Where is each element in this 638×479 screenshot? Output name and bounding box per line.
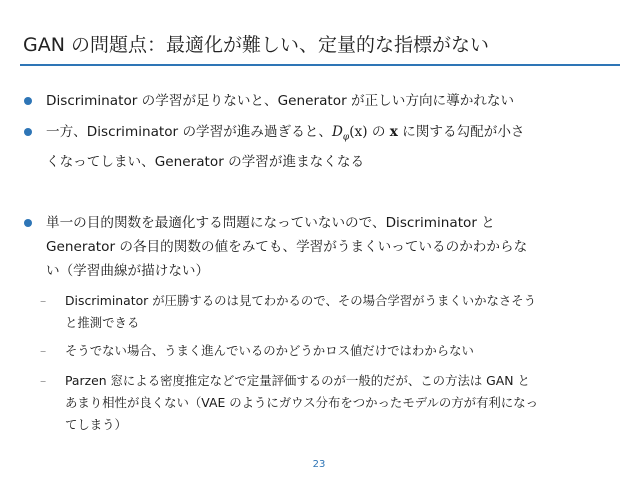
subbullet-3-line-3: てしまう） [65,417,127,432]
bullet-2 [24,120,620,168]
math-arg: (x) [349,124,368,140]
title-divider [20,64,620,66]
bullet-1 [24,89,620,113]
bullet-3 [24,211,620,283]
bullet-3-text [46,211,616,283]
bullet-3-line-1: 単一の目的関数を最適化する問題になっていないので、Discriminator と [46,215,495,231]
subbullet-1-line-1: Discriminator が圧勝するのは見てわかるので、その場合学習がうまくいかなさそう [65,293,537,308]
bullet-2-mid: の [367,124,390,140]
subbullet-1 [40,290,620,334]
math-d-phi-x [332,124,368,143]
subbullet-3 [40,370,620,436]
bullet-2-text [46,120,616,174]
bullet-dot-icon [24,219,32,227]
bullet-2-post: に関する勾配が小さ [397,124,525,140]
dash-icon: – [40,343,47,358]
subbullet-1-text [65,290,615,334]
dash-icon: – [40,373,47,388]
subbullet-3-line-1: Parzen 窓による密度推定などで定量評価するのが一般的だが、この方法は GAN と [65,373,530,388]
subbullet-1-line-2: と推測できる [65,315,140,330]
math-x: x [389,124,398,140]
bullet-dot-icon [24,97,32,105]
subbullet-3-line-2: あまり相性が良くない（VAE のようにガウス分布をつかったモデルの方が有利になっ [65,395,538,410]
bullet-2-line-1 [46,120,616,150]
bullet-2-pre: 一方、Discriminator の学習が進み過ぎると、 [46,124,332,140]
subbullet-3-text [65,370,615,436]
math-d: D [332,124,343,140]
bullet-1-text: Discriminator の学習が足りないと、Generator が正しい方向に導かれない [46,93,515,109]
bullet-3-line-2: Generator の各目的関数の値をみても、学習がうまくいっているのかわからな [46,239,528,255]
page-number: 23 [312,459,326,470]
subbullet-2-text: そうでない場合、うまく進んでいるのかどうかロス値だけではわからない [65,343,474,358]
bullet-3-line-3: い（学習曲線が描けない） [46,263,210,279]
slide-title: GAN の問題点：最適化が難しい、定量的な指標がない [23,34,489,56]
bullet-2-line-2: くなってしまい、Generator の学習が進まなくなる [46,153,365,170]
subbullet-2 [40,340,620,362]
math-phi: φ [342,132,350,143]
bullet-dot-icon [24,128,32,136]
dash-icon: – [40,293,47,308]
